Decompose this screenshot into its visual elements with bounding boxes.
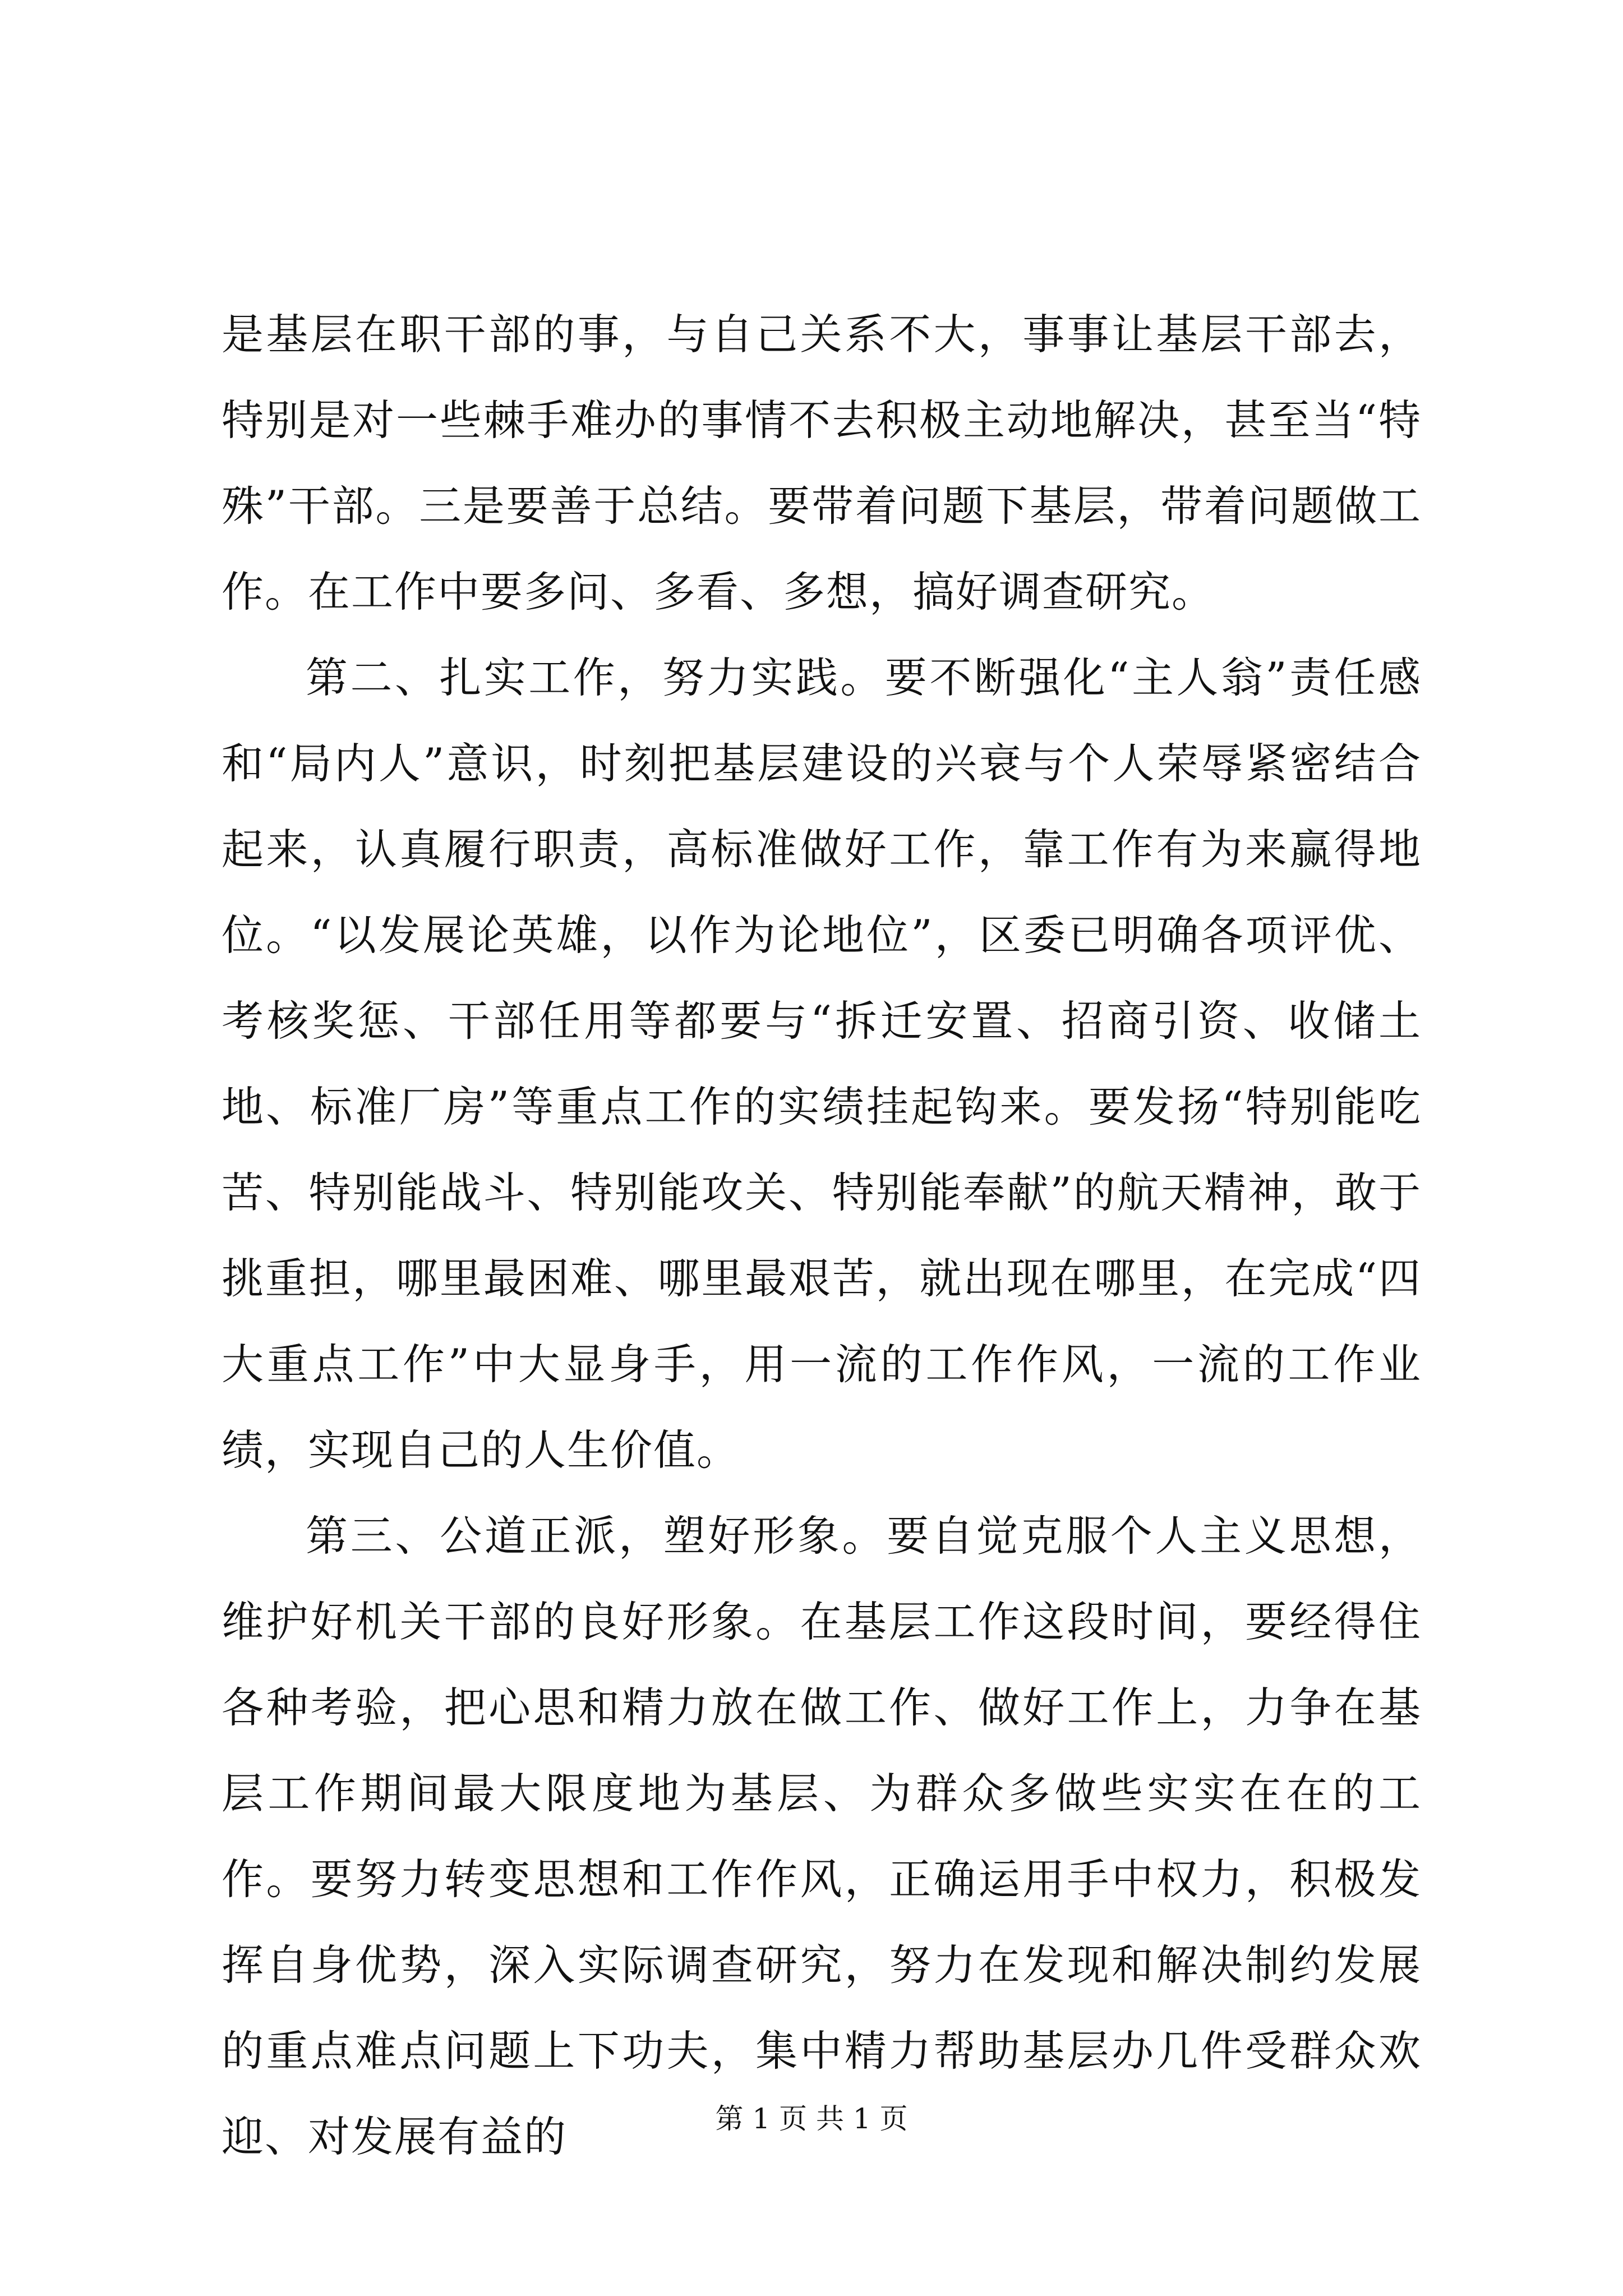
document-body [222,292,1422,2180]
paragraph-continuation: 是基层在职干部的事，与自己关系不大，事事让基层干部去，特别是对一些棘手难办的事情不去积极主动地解决，甚至当“特殊”干部。三是要善于总结。要带着问题下基层，带着问题做工作。在工作中要多问、多看、多想，搞好调查研究。 [222,310,1422,616]
paragraph-section-three: 第三、公道正派，塑好形象。要自觉克服个人主义思想，维护好机关干部的良好形象。在基层工作这段时间，要经得住各种考验，把心思和精力放在做工作、做好工作上，力争在基层工作期间最大限度地为基层、为群众多做些实实在在的工作。要努力转变思想和工作作风，正确运用手中权力，积极发挥自身优势，深入实际调查研究，努力在发现和解决制约发展的重点难点问题上下功夫，集中精力帮助基层办几件受群众欢迎、对发展有益的 [222,1511,1422,2161]
page-footer: 第 1 页 共 1 页 [715,2102,908,2135]
paragraph-section-two: 第二、扎实工作，努力实践。要不断强化“主人翁”责任感和“局内人”意识，时刻把基层建设的兴衰与个人荣辱紧密结合起来，认真履行职责，高标准做好工作，靠工作有为来赢得地位。“以发展论英雄，以作为论地位”，区委已明确各项评优、考核奖惩、干部任用等都要与“拆迁安置、招商引资、收储土地、标准厂房”等重点工作的实绩挂起钩来。要发扬“特别能吃苦、特别能战斗、特别能攻关、特别能奉献”的航天精神，敢于挑重担，哪里最困难、哪里最艰苦，就出现在哪里，在完成“四大重点工作”中大显身手，用一流的工作作风，一流的工作业绩，实现自己的人生价值。 [222,653,1422,1475]
